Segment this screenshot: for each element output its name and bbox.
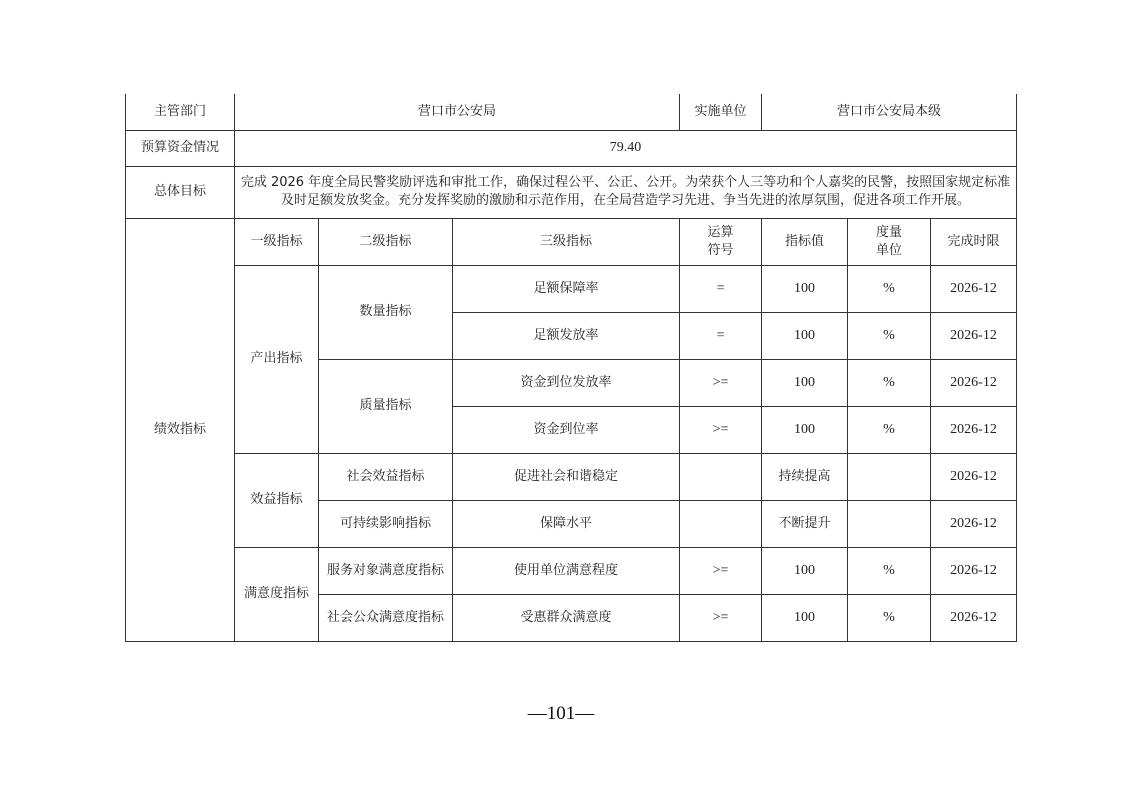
indicator-value: 持续提高 <box>762 453 848 500</box>
table-row <box>126 547 1017 594</box>
indicator-value: 100 <box>762 547 848 594</box>
indicator-unit: % <box>848 359 931 406</box>
col-operator-line1: 运算 <box>707 224 734 240</box>
indicator-section-label: 绩效指标 <box>126 218 235 641</box>
goal-text: 完成 2026 年度全局民警奖励评选和审批工作，确保过程公平、公正、公开。为荣获个人三等功和个人嘉奖的民警，按照国家规定标准及时足额发放奖金。充分发挥奖励的激励和示范作用，在全局营造学习先进、争当先进的浓厚氛围，促进各项工作开展。 <box>235 166 1017 218</box>
indicator-name: 保障水平 <box>453 500 680 547</box>
group-sustain: 可持续影响指标 <box>319 500 453 547</box>
indicator-operator: >= <box>680 406 762 453</box>
dept-value: 营口市公安局 <box>235 94 680 130</box>
col-value: 指标值 <box>762 218 848 265</box>
indicator-unit: % <box>848 594 931 641</box>
indicator-name: 资金到位率 <box>453 406 680 453</box>
indicator-name: 受惠群众满意度 <box>453 594 680 641</box>
indicator-name: 资金到位发放率 <box>453 359 680 406</box>
indicator-deadline: 2026-12 <box>931 547 1017 594</box>
indicator-unit <box>848 453 931 500</box>
indicator-operator: = <box>680 312 762 359</box>
indicator-header-row <box>126 218 1017 265</box>
indicator-operator: >= <box>680 547 762 594</box>
group-public-satisfaction: 社会公众满意度指标 <box>319 594 453 641</box>
indicator-name: 促进社会和谐稳定 <box>453 453 680 500</box>
indicator-deadline: 2026-12 <box>931 312 1017 359</box>
group-satisfaction: 满意度指标 <box>235 547 319 641</box>
indicator-operator: = <box>680 265 762 312</box>
indicator-unit <box>848 500 931 547</box>
group-quantity: 数量指标 <box>319 265 453 359</box>
indicator-unit: % <box>848 406 931 453</box>
indicator-name: 足额保障率 <box>453 265 680 312</box>
col-operator-line2: 符号 <box>707 242 734 258</box>
indicator-deadline: 2026-12 <box>931 359 1017 406</box>
indicator-deadline: 2026-12 <box>931 500 1017 547</box>
indicator-operator: >= <box>680 594 762 641</box>
indicator-name: 使用单位满意程度 <box>453 547 680 594</box>
indicator-operator <box>680 453 762 500</box>
indicator-value: 100 <box>762 312 848 359</box>
budget-row <box>126 130 1017 166</box>
indicator-value: 100 <box>762 406 848 453</box>
col-deadline: 完成时限 <box>931 218 1017 265</box>
indicator-operator <box>680 500 762 547</box>
indicator-operator: >= <box>680 359 762 406</box>
indicator-value: 100 <box>762 594 848 641</box>
group-social-benefit: 社会效益指标 <box>319 453 453 500</box>
group-benefit: 效益指标 <box>235 453 319 547</box>
col-level3: 三级指标 <box>453 218 680 265</box>
indicator-value: 100 <box>762 359 848 406</box>
col-unit <box>848 218 931 265</box>
budget-label: 预算资金情况 <box>126 130 235 166</box>
col-unit-line2: 单位 <box>876 242 903 258</box>
indicator-unit: % <box>848 265 931 312</box>
group-service-satisfaction: 服务对象满意度指标 <box>319 547 453 594</box>
goal-label: 总体目标 <box>126 166 235 218</box>
indicator-deadline: 2026-12 <box>931 594 1017 641</box>
budget-value: 79.40 <box>235 130 1017 166</box>
indicator-deadline: 2026-12 <box>931 453 1017 500</box>
col-unit-line1: 度量 <box>876 224 903 240</box>
indicator-value: 100 <box>762 265 848 312</box>
table-row <box>126 453 1017 500</box>
page-number: —101— <box>527 703 595 724</box>
group-quality: 质量指标 <box>319 359 453 453</box>
table-row <box>126 265 1017 312</box>
col-level1: 一级指标 <box>235 218 319 265</box>
group-output: 产出指标 <box>235 265 319 453</box>
unit-label: 实施单位 <box>680 94 762 130</box>
goal-row <box>126 166 1017 218</box>
indicator-unit: % <box>848 547 931 594</box>
indicator-unit: % <box>848 312 931 359</box>
dept-label: 主管部门 <box>126 94 235 130</box>
performance-table <box>125 94 1017 642</box>
indicator-name: 足额发放率 <box>453 312 680 359</box>
col-operator <box>680 218 762 265</box>
indicator-deadline: 2026-12 <box>931 406 1017 453</box>
dept-row <box>126 94 1017 130</box>
col-level2: 二级指标 <box>319 218 453 265</box>
indicator-value: 不断提升 <box>762 500 848 547</box>
unit-value: 营口市公安局本级 <box>762 94 1017 130</box>
indicator-deadline: 2026-12 <box>931 265 1017 312</box>
